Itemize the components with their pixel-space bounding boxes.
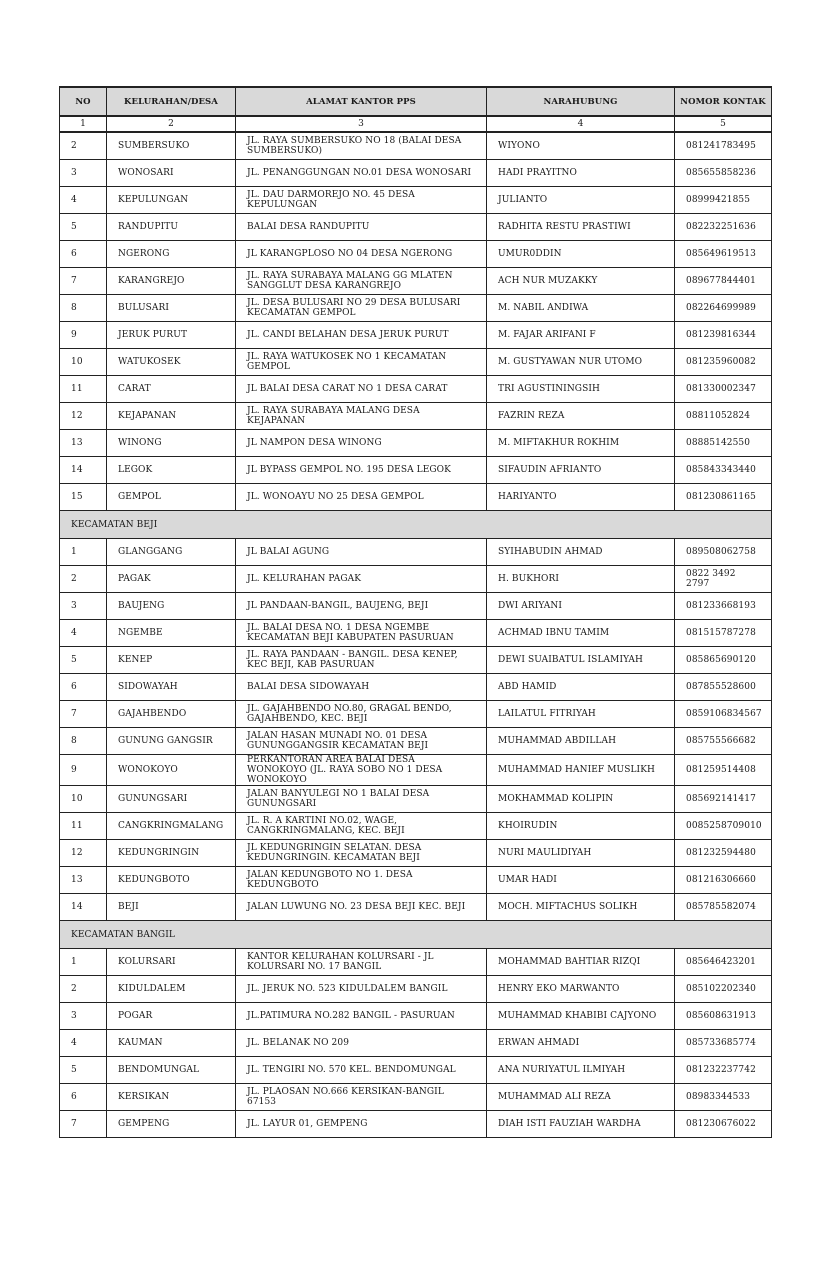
cell-nomor-kontak: 085843343440 bbox=[675, 457, 772, 484]
table-row bbox=[60, 813, 772, 840]
cell-alamat: JL KARANGPLOSO NO 04 DESA NGERONG bbox=[236, 241, 487, 268]
cell-narahubung: M. GUSTYAWAN NUR UTOMO bbox=[487, 349, 675, 376]
cell-kelurahan-desa: NGERONG bbox=[107, 241, 236, 268]
cell-nomor-kontak: 085692141417 bbox=[675, 786, 772, 813]
cell-alamat: JL. BELANAK NO 209 bbox=[236, 1030, 487, 1057]
cell-narahubung: DIAH ISTI FAUZIAH WARDHA bbox=[487, 1111, 675, 1138]
cell-nomor-kontak: 089677844401 bbox=[675, 268, 772, 295]
cell-narahubung: MOHAMMAD BAHTIAR RIZQI bbox=[487, 949, 675, 976]
cell-kelurahan-desa: POGAR bbox=[107, 1003, 236, 1030]
cell-nomor-kontak: 089508062758 bbox=[675, 539, 772, 566]
cell-kelurahan-desa: GEMPENG bbox=[107, 1111, 236, 1138]
column-number: 4 bbox=[487, 116, 675, 132]
table-row bbox=[60, 786, 772, 813]
cell-alamat: JL. TENGIRI NO. 570 KEL. BENDOMUNGAL bbox=[236, 1057, 487, 1084]
cell-no: 1 bbox=[60, 539, 107, 566]
cell-narahubung: LAILATUL FITRIYAH bbox=[487, 701, 675, 728]
cell-nomor-kontak: 081515787278 bbox=[675, 620, 772, 647]
table-row bbox=[60, 1057, 772, 1084]
cell-narahubung: ERWAN AHMADI bbox=[487, 1030, 675, 1057]
cell-alamat: JL. JERUK NO. 523 KIDULDALEM BANGIL bbox=[236, 976, 487, 1003]
table-row bbox=[60, 674, 772, 701]
cell-alamat: JALAN LUWUNG NO. 23 DESA BEJI KEC. BEJI bbox=[236, 894, 487, 921]
header-alamat-kantor-pps: ALAMAT KANTOR PPS bbox=[236, 87, 487, 116]
cell-nomor-kontak: 081233668193 bbox=[675, 593, 772, 620]
cell-nomor-kontak: 081230861165 bbox=[675, 484, 772, 511]
table-row bbox=[60, 755, 772, 786]
cell-alamat: JALAN HASAN MUNADI NO. 01 DESA GUNUNGGANGSIR KECAMATAN BEJI bbox=[236, 728, 487, 755]
cell-alamat: JALAN BANYULEGI NO 1 BALAI DESA GUNUNGSARI bbox=[236, 786, 487, 813]
cell-nomor-kontak: 081239816344 bbox=[675, 322, 772, 349]
cell-alamat: JALAN KEDUNGBOTO NO 1. DESA KEDUNGBOTO bbox=[236, 867, 487, 894]
cell-narahubung: WIYONO bbox=[487, 132, 675, 160]
cell-kelurahan-desa: SUMBERSUKO bbox=[107, 132, 236, 160]
cell-alamat: JL NAMPON DESA WINONG bbox=[236, 430, 487, 457]
cell-narahubung: M. MIFTAKHUR ROKHIM bbox=[487, 430, 675, 457]
cell-nomor-kontak: 085608631913 bbox=[675, 1003, 772, 1030]
section-title: KECAMATAN BANGIL bbox=[60, 921, 772, 949]
cell-narahubung: MUHAMMAD ALI REZA bbox=[487, 1084, 675, 1111]
table-row bbox=[60, 647, 772, 674]
cell-no: 4 bbox=[60, 620, 107, 647]
cell-narahubung: RADHITA RESTU PRASTIWI bbox=[487, 214, 675, 241]
cell-alamat: JL. GAJAHBENDO NO.80, GRAGAL BENDO, GAJAHBENDO, KEC. BEJI bbox=[236, 701, 487, 728]
cell-narahubung: MUHAMMAD ABDILLAH bbox=[487, 728, 675, 755]
header-no: NO bbox=[60, 87, 107, 116]
cell-alamat: JL. RAYA SURABAYA MALANG DESA KEJAPANAN bbox=[236, 403, 487, 430]
cell-kelurahan-desa: KEDUNGRINGIN bbox=[107, 840, 236, 867]
table-row bbox=[60, 457, 772, 484]
cell-narahubung: UMUR0DDIN bbox=[487, 241, 675, 268]
header-row bbox=[60, 87, 772, 116]
cell-no: 10 bbox=[60, 786, 107, 813]
cell-kelurahan-desa: KOLURSARI bbox=[107, 949, 236, 976]
cell-no: 7 bbox=[60, 1111, 107, 1138]
cell-no: 4 bbox=[60, 1030, 107, 1057]
cell-nomor-kontak: 081230676022 bbox=[675, 1111, 772, 1138]
cell-nomor-kontak: 08885142550 bbox=[675, 430, 772, 457]
cell-nomor-kontak: 085865690120 bbox=[675, 647, 772, 674]
table-row bbox=[60, 322, 772, 349]
cell-narahubung: ABD HAMID bbox=[487, 674, 675, 701]
column-number: 1 bbox=[60, 116, 107, 132]
table-row bbox=[60, 539, 772, 566]
table-row bbox=[60, 1003, 772, 1030]
cell-alamat: JL PANDAAN-BANGIL, BAUJENG, BEJI bbox=[236, 593, 487, 620]
header-narahubung: NARAHUBUNG bbox=[487, 87, 675, 116]
cell-nomor-kontak: 08811052824 bbox=[675, 403, 772, 430]
cell-kelurahan-desa: KERSIKAN bbox=[107, 1084, 236, 1111]
cell-nomor-kontak: 0822 3492 2797 bbox=[675, 566, 772, 593]
cell-kelurahan-desa: CARAT bbox=[107, 376, 236, 403]
cell-no: 15 bbox=[60, 484, 107, 511]
cell-no: 14 bbox=[60, 457, 107, 484]
cell-kelurahan-desa: KEJAPANAN bbox=[107, 403, 236, 430]
cell-kelurahan-desa: GUNUNG GANGSIR bbox=[107, 728, 236, 755]
cell-alamat: JL. CANDI BELAHAN DESA JERUK PURUT bbox=[236, 322, 487, 349]
cell-no: 1 bbox=[60, 949, 107, 976]
cell-kelurahan-desa: KENEP bbox=[107, 647, 236, 674]
cell-nomor-kontak: 081259514408 bbox=[675, 755, 772, 786]
cell-alamat: JL. RAYA WATUKOSEK NO 1 KECAMATAN GEMPOL bbox=[236, 349, 487, 376]
cell-nomor-kontak: 081235960082 bbox=[675, 349, 772, 376]
cell-alamat: KANTOR KELURAHAN KOLURSARI - JL KOLURSARI NO. 17 BANGIL bbox=[236, 949, 487, 976]
table-row bbox=[60, 1030, 772, 1057]
column-number-row bbox=[60, 116, 772, 132]
table-row bbox=[60, 187, 772, 214]
cell-no: 5 bbox=[60, 1057, 107, 1084]
cell-kelurahan-desa: KEPULUNGAN bbox=[107, 187, 236, 214]
cell-no: 6 bbox=[60, 241, 107, 268]
cell-nomor-kontak: 081232237742 bbox=[675, 1057, 772, 1084]
cell-narahubung: ACH NUR MUZAKKY bbox=[487, 268, 675, 295]
cell-no: 14 bbox=[60, 894, 107, 921]
cell-kelurahan-desa: BAUJENG bbox=[107, 593, 236, 620]
cell-no: 6 bbox=[60, 1084, 107, 1111]
cell-kelurahan-desa: WINONG bbox=[107, 430, 236, 457]
cell-no: 8 bbox=[60, 295, 107, 322]
table-row bbox=[60, 728, 772, 755]
cell-no: 2 bbox=[60, 976, 107, 1003]
cell-kelurahan-desa: CANGKRINGMALANG bbox=[107, 813, 236, 840]
cell-nomor-kontak: 081216306660 bbox=[675, 867, 772, 894]
cell-alamat: JL. DAU DARMOREJO NO. 45 DESA KEPULUNGAN bbox=[236, 187, 487, 214]
cell-no: 9 bbox=[60, 755, 107, 786]
cell-no: 3 bbox=[60, 593, 107, 620]
cell-kelurahan-desa: WATUKOSEK bbox=[107, 349, 236, 376]
cell-alamat: JL BYPASS GEMPOL NO. 195 DESA LEGOK bbox=[236, 457, 487, 484]
cell-narahubung: ANA NURIYATUL ILMIYAH bbox=[487, 1057, 675, 1084]
table-row bbox=[60, 376, 772, 403]
header-kelurahan-desa: KELURAHAN/DESA bbox=[107, 87, 236, 116]
cell-kelurahan-desa: KARANGREJO bbox=[107, 268, 236, 295]
cell-kelurahan-desa: GAJAHBENDO bbox=[107, 701, 236, 728]
cell-narahubung: DWI ARIYANI bbox=[487, 593, 675, 620]
cell-narahubung: MUHAMMAD KHABIBI CAJYONO bbox=[487, 1003, 675, 1030]
table-row bbox=[60, 214, 772, 241]
cell-alamat: JL BALAI AGUNG bbox=[236, 539, 487, 566]
cell-kelurahan-desa: RANDUPITU bbox=[107, 214, 236, 241]
cell-no: 12 bbox=[60, 403, 107, 430]
cell-kelurahan-desa: PAGAK bbox=[107, 566, 236, 593]
column-number: 3 bbox=[236, 116, 487, 132]
table-row bbox=[60, 430, 772, 457]
cell-narahubung: JULIANTO bbox=[487, 187, 675, 214]
cell-narahubung: ACHMAD IBNU TAMIM bbox=[487, 620, 675, 647]
cell-nomor-kontak: 08983344533 bbox=[675, 1084, 772, 1111]
cell-nomor-kontak: 085733685774 bbox=[675, 1030, 772, 1057]
cell-nomor-kontak: 085785582074 bbox=[675, 894, 772, 921]
cell-nomor-kontak: 087855528600 bbox=[675, 674, 772, 701]
cell-alamat: JL.PATIMURA NO.282 BANGIL - PASURUAN bbox=[236, 1003, 487, 1030]
table-row bbox=[60, 295, 772, 322]
cell-kelurahan-desa: SIDOWAYAH bbox=[107, 674, 236, 701]
table-body bbox=[60, 132, 772, 1138]
cell-nomor-kontak: 082232251636 bbox=[675, 214, 772, 241]
cell-alamat: JL. WONOAYU NO 25 DESA GEMPOL bbox=[236, 484, 487, 511]
cell-narahubung: KHOIRUDIN bbox=[487, 813, 675, 840]
cell-alamat: BALAI DESA RANDUPITU bbox=[236, 214, 487, 241]
cell-narahubung: SIFAUDIN AFRIANTO bbox=[487, 457, 675, 484]
cell-narahubung: HARIYANTO bbox=[487, 484, 675, 511]
cell-kelurahan-desa: LEGOK bbox=[107, 457, 236, 484]
table-row bbox=[60, 566, 772, 593]
cell-alamat: PERKANTORAN AREA BALAI DESA WONOKOYO (JL. RAYA SOBO NO 1 DESA WONOKOYO bbox=[236, 755, 487, 786]
cell-no: 2 bbox=[60, 132, 107, 160]
cell-narahubung: H. BUKHORI bbox=[487, 566, 675, 593]
cell-no: 10 bbox=[60, 349, 107, 376]
cell-narahubung: MOKHAMMAD KOLIPIN bbox=[487, 786, 675, 813]
table-row bbox=[60, 241, 772, 268]
table-row bbox=[60, 840, 772, 867]
cell-alamat: JL. RAYA PANDAAN - BANGIL. DESA KENEP, KEC BEJI, KAB PASURUAN bbox=[236, 647, 487, 674]
cell-no: 13 bbox=[60, 867, 107, 894]
cell-nomor-kontak: 082264699989 bbox=[675, 295, 772, 322]
cell-narahubung: M. NABIL ANDIWA bbox=[487, 295, 675, 322]
cell-nomor-kontak: 085102202340 bbox=[675, 976, 772, 1003]
cell-kelurahan-desa: BEJI bbox=[107, 894, 236, 921]
table-row bbox=[60, 867, 772, 894]
cell-narahubung: UMAR HADI bbox=[487, 867, 675, 894]
section-header-row bbox=[60, 511, 772, 539]
cell-alamat: JL. RAYA SURABAYA MALANG GG MLATEN SANGGLUT DESA KARANGREJO bbox=[236, 268, 487, 295]
cell-kelurahan-desa: KIDULDALEM bbox=[107, 976, 236, 1003]
table-row bbox=[60, 949, 772, 976]
cell-narahubung: MOCH. MIFTACHUS SOLIKH bbox=[487, 894, 675, 921]
column-number: 2 bbox=[107, 116, 236, 132]
cell-no: 12 bbox=[60, 840, 107, 867]
cell-alamat: JL. RAYA SUMBERSUKO NO 18 (BALAI DESA SUMBERSUKO) bbox=[236, 132, 487, 160]
table-row bbox=[60, 976, 772, 1003]
cell-nomor-kontak: 085646423201 bbox=[675, 949, 772, 976]
cell-no: 11 bbox=[60, 813, 107, 840]
cell-alamat: JL. BALAI DESA NO. 1 DESA NGEMBE KECAMATAN BEJI KABUPATEN PASURUAN bbox=[236, 620, 487, 647]
cell-alamat: BALAI DESA SIDOWAYAH bbox=[236, 674, 487, 701]
cell-no: 5 bbox=[60, 214, 107, 241]
pps-contact-table bbox=[59, 86, 772, 1138]
table-row bbox=[60, 894, 772, 921]
cell-no: 13 bbox=[60, 430, 107, 457]
cell-nomor-kontak: 085649619513 bbox=[675, 241, 772, 268]
cell-alamat: JL KEDUNGRINGIN SELATAN. DESA KEDUNGRINGIN. KECAMATAN BEJI bbox=[236, 840, 487, 867]
section-title: KECAMATAN BEJI bbox=[60, 511, 772, 539]
cell-alamat: JL BALAI DESA CARAT NO 1 DESA CARAT bbox=[236, 376, 487, 403]
cell-narahubung: DEWI SUAIBATUL ISLAMIYAH bbox=[487, 647, 675, 674]
cell-nomor-kontak: 0859106834567 bbox=[675, 701, 772, 728]
cell-nomor-kontak: 085755566682 bbox=[675, 728, 772, 755]
cell-kelurahan-desa: NGEMBE bbox=[107, 620, 236, 647]
cell-no: 3 bbox=[60, 160, 107, 187]
cell-no: 5 bbox=[60, 647, 107, 674]
cell-alamat: JL. PENANGGUNGAN NO.01 DESA WONOSARI bbox=[236, 160, 487, 187]
cell-no: 6 bbox=[60, 674, 107, 701]
cell-no: 2 bbox=[60, 566, 107, 593]
section-header-row bbox=[60, 921, 772, 949]
cell-no: 4 bbox=[60, 187, 107, 214]
cell-kelurahan-desa: GEMPOL bbox=[107, 484, 236, 511]
cell-nomor-kontak: 0085258709010 bbox=[675, 813, 772, 840]
cell-kelurahan-desa: WONOSARI bbox=[107, 160, 236, 187]
table-row bbox=[60, 484, 772, 511]
cell-narahubung: TRI AGUSTININGSIH bbox=[487, 376, 675, 403]
table-row bbox=[60, 160, 772, 187]
cell-no: 8 bbox=[60, 728, 107, 755]
cell-alamat: JL. R. A KARTINI NO.02, WAGE, CANGKRINGMALANG, KEC. BEJI bbox=[236, 813, 487, 840]
cell-nomor-kontak: 08999421855 bbox=[675, 187, 772, 214]
cell-narahubung: MUHAMMAD HANIEF MUSLIKH bbox=[487, 755, 675, 786]
cell-kelurahan-desa: BENDOMUNGAL bbox=[107, 1057, 236, 1084]
cell-no: 7 bbox=[60, 268, 107, 295]
cell-narahubung: HENRY EKO MARWANTO bbox=[487, 976, 675, 1003]
cell-alamat: JL. LAYUR 01, GEMPENG bbox=[236, 1111, 487, 1138]
cell-alamat: JL. PLAOSAN NO.666 KERSIKAN-BANGIL 67153 bbox=[236, 1084, 487, 1111]
cell-nomor-kontak: 081241783495 bbox=[675, 132, 772, 160]
cell-alamat: JL. DESA BULUSARI NO 29 DESA BULUSARI KECAMATAN GEMPOL bbox=[236, 295, 487, 322]
cell-kelurahan-desa: KAUMAN bbox=[107, 1030, 236, 1057]
cell-nomor-kontak: 081232594480 bbox=[675, 840, 772, 867]
cell-no: 7 bbox=[60, 701, 107, 728]
table-row bbox=[60, 1084, 772, 1111]
cell-alamat: JL. KELURAHAN PAGAK bbox=[236, 566, 487, 593]
table-row bbox=[60, 1111, 772, 1138]
cell-no: 3 bbox=[60, 1003, 107, 1030]
cell-kelurahan-desa: WONOKOYO bbox=[107, 755, 236, 786]
table-row bbox=[60, 593, 772, 620]
cell-kelurahan-desa: GLANGGANG bbox=[107, 539, 236, 566]
table-row bbox=[60, 349, 772, 376]
table-row bbox=[60, 268, 772, 295]
column-number: 5 bbox=[675, 116, 772, 132]
cell-kelurahan-desa: JERUK PURUT bbox=[107, 322, 236, 349]
table-row bbox=[60, 403, 772, 430]
cell-narahubung: NURI MAULIDIYAH bbox=[487, 840, 675, 867]
cell-kelurahan-desa: KEDUNGBOTO bbox=[107, 867, 236, 894]
cell-no: 9 bbox=[60, 322, 107, 349]
cell-narahubung: SYIHABUDIN AHMAD bbox=[487, 539, 675, 566]
cell-nomor-kontak: 085655858236 bbox=[675, 160, 772, 187]
cell-narahubung: HADI PRAYITNO bbox=[487, 160, 675, 187]
cell-narahubung: FAZRIN REZA bbox=[487, 403, 675, 430]
cell-narahubung: M. FAJAR ARIFANI F bbox=[487, 322, 675, 349]
cell-kelurahan-desa: BULUSARI bbox=[107, 295, 236, 322]
table-row bbox=[60, 701, 772, 728]
cell-no: 11 bbox=[60, 376, 107, 403]
cell-nomor-kontak: 081330002347 bbox=[675, 376, 772, 403]
header-nomor-kontak: NOMOR KONTAK bbox=[675, 87, 772, 116]
cell-kelurahan-desa: GUNUNGSARI bbox=[107, 786, 236, 813]
table-row bbox=[60, 620, 772, 647]
table-row bbox=[60, 132, 772, 160]
